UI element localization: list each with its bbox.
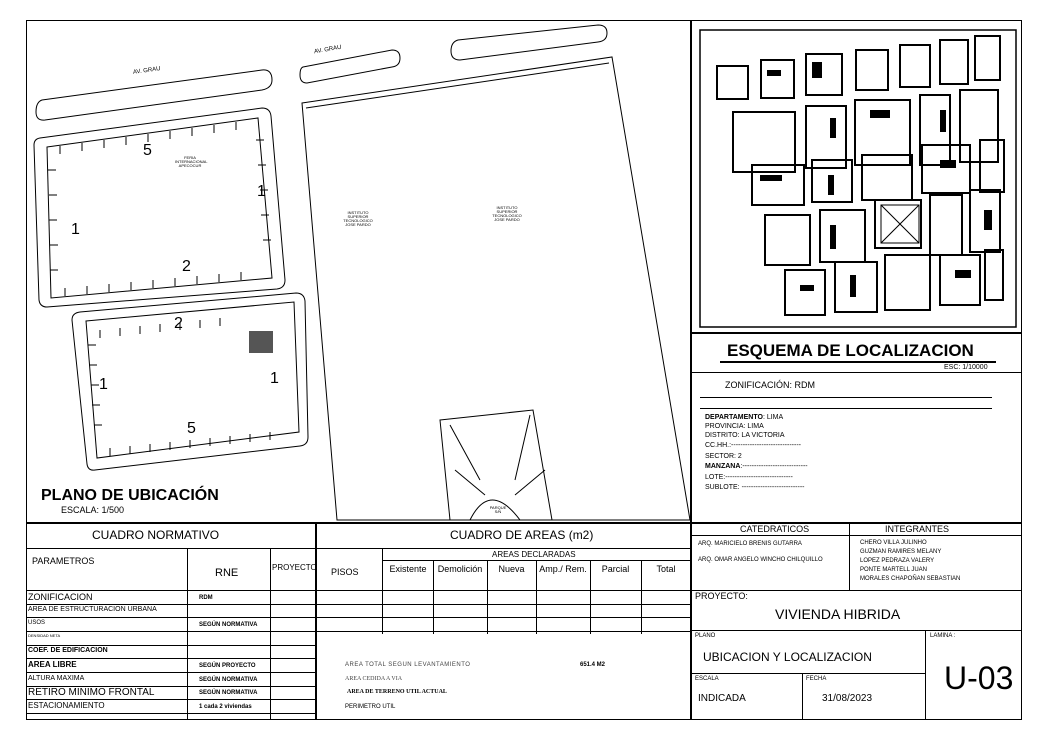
block-a-side-bottom: 2 bbox=[182, 258, 191, 275]
lamina-value: U-03 bbox=[944, 660, 1014, 696]
escala-value: INDICADA bbox=[698, 693, 746, 704]
normativo-h-proyecto: PROYECTO bbox=[272, 563, 317, 572]
block-a-side-right: 1 bbox=[257, 183, 266, 200]
area-perimetro: PERIMETRO UTIL bbox=[345, 704, 396, 710]
areas-h-pisos: PISOS bbox=[331, 567, 359, 577]
institute-label-1: INSTITUTO SUPERIOR TECNOLOGICO JOSE PARDO bbox=[343, 210, 373, 227]
integrante-name: LOPEZ PEDRAZA VALERY bbox=[860, 558, 935, 564]
integrante-name: GUZMAN RAMIRES MELANY bbox=[860, 549, 942, 555]
areas-col-header: Amp./ Rem. bbox=[539, 564, 587, 574]
cchh-text: CC.HH.:------------------------------ bbox=[705, 442, 801, 449]
integrante-name: MORALES CHAPOÑAN SEBASTIAN bbox=[860, 576, 961, 582]
park-label: PARQUE S/N bbox=[489, 505, 507, 514]
manzana-row bbox=[705, 463, 808, 470]
proyecto-value: VIVIENDA HIBRIDA bbox=[775, 606, 901, 622]
plano-label: PLANO bbox=[695, 633, 716, 639]
normativo-row-rne: 1 cada 2 viviendas bbox=[199, 704, 252, 710]
block-b-side-right: 1 bbox=[270, 370, 279, 387]
areas-col-header: Parcial bbox=[601, 564, 630, 574]
normativo-row-param: ALTURA MAXIMA bbox=[28, 675, 85, 682]
areas-col-header: Demolición bbox=[437, 564, 483, 574]
street-label-left: AV. GRAU bbox=[132, 66, 161, 76]
location-scale: ESC: 1/10000 bbox=[944, 364, 988, 371]
normativo-row-param: USOS bbox=[28, 620, 46, 626]
block-a-side-top: 5 bbox=[143, 142, 152, 159]
integrante-name: CHERO VILLA JULINHO bbox=[860, 540, 927, 546]
provincia-text: PROVINCIA: LIMA bbox=[705, 423, 764, 430]
block-b-side-top: 2 bbox=[174, 315, 183, 332]
areas-col-header: Nueva bbox=[498, 564, 525, 574]
areas-col-header: Total bbox=[656, 564, 676, 574]
area-terreno: AREA DE TERRENO UTIL ACTUAL bbox=[347, 689, 447, 695]
block-b-side-left: 1 bbox=[99, 376, 108, 393]
departamento-label: DEPARTAMENTO bbox=[705, 414, 763, 421]
area-cedida: AREA CEDIDA A VIA bbox=[345, 676, 403, 682]
normativo-title: CUADRO NORMATIVO bbox=[92, 528, 220, 542]
block-a-label: FERIA INTERNACIONAL APECOCUR bbox=[175, 155, 208, 168]
block-a-side-left: 1 bbox=[71, 221, 80, 238]
areas-declaradas: AREAS DECLARADAS bbox=[492, 550, 576, 559]
manzana-label: MANZANA bbox=[705, 463, 741, 470]
normativo-row-param: RETIRO MINIMO FRONTAL bbox=[28, 687, 155, 698]
plan-scale: ESCALA: 1/500 bbox=[61, 505, 125, 515]
areas-title: CUADRO DE AREAS (m2) bbox=[450, 528, 594, 542]
distrito-text: DISTRITO: LA VICTORIA bbox=[705, 432, 785, 439]
plan-title: PLANO DE UBICACIÓN bbox=[41, 487, 219, 504]
escala-label: ESCALA bbox=[695, 676, 719, 682]
departamento-value: : LIMA bbox=[762, 414, 784, 421]
plano-value: UBICACION Y LOCALIZACION bbox=[703, 650, 872, 664]
proyecto-label: PROYECTO: bbox=[695, 591, 748, 601]
normativo-h-rne: RNE bbox=[215, 567, 239, 579]
zonificacion-text: ZONIFICACIÓN: RDM bbox=[725, 380, 815, 390]
normativo-row-rne: SEGÚN PROYECTO bbox=[199, 663, 256, 669]
institute-label-2: INSTITUTO SUPERIOR TECNOLOGICO JOSE PARDO bbox=[492, 205, 522, 222]
areas-col-header: Existente bbox=[389, 564, 427, 574]
street-label-mid: AV. GRAU bbox=[313, 44, 342, 56]
normativo-row-rne: RDM bbox=[199, 595, 213, 601]
departamento-row bbox=[705, 414, 783, 421]
normativo-row-rne: SEGÚN NORMATIVA bbox=[199, 622, 258, 628]
normativo-row-param: COEF. DE EDIFICACION bbox=[28, 647, 108, 654]
lamina-label: LAMINA : bbox=[930, 633, 956, 639]
integrante-name: PONTE MARTELL JUAN bbox=[860, 567, 928, 573]
integrantes-header: INTEGRANTES bbox=[885, 524, 950, 534]
area-total-value: 651.4 M2 bbox=[580, 662, 606, 668]
catedraticos-header: CATEDRATICOS bbox=[740, 524, 810, 534]
normativo-row-param: ESTACIONAMIENTO bbox=[28, 701, 105, 710]
normativo-h-param: PARAMETROS bbox=[32, 556, 95, 566]
normativo-row-rne: SEGÚN NORMATIVA bbox=[199, 677, 258, 683]
area-total-label: AREA TOTAL SEGUN LEVANTAMIENTO bbox=[345, 662, 471, 668]
normativo-row-param: ZONIFICACION bbox=[28, 592, 93, 602]
normativo-row-param: DENSIDAD NETA bbox=[28, 633, 61, 638]
block-b-side-bottom: 5 bbox=[187, 420, 196, 437]
fecha-label: FECHA bbox=[806, 676, 827, 682]
normativo-row-param: AREA LIBRE bbox=[28, 660, 77, 669]
lote-text: LOTE:----------------------------- bbox=[705, 474, 793, 481]
normativo-row-param: AREA DE ESTRUCTURACION URBANA bbox=[28, 606, 157, 613]
manzana-value: :---------------------------- bbox=[740, 463, 808, 470]
sublote-text: SUBLOTE: --------------------------- bbox=[705, 484, 805, 491]
catedratico-1: ARQ. MARICIELO BRENIS GUTARRA bbox=[698, 541, 802, 547]
fecha-value: 31/08/2023 bbox=[822, 693, 873, 704]
normativo-row-rne: SEGÚN NORMATIVA bbox=[199, 690, 258, 696]
location-title: ESQUEMA DE LOCALIZACION bbox=[727, 341, 974, 360]
catedratico-2: ARQ. OMAR ANGELO WINCHO CHILQUILLO bbox=[698, 557, 823, 563]
sector-text: SECTOR: 2 bbox=[705, 453, 742, 460]
